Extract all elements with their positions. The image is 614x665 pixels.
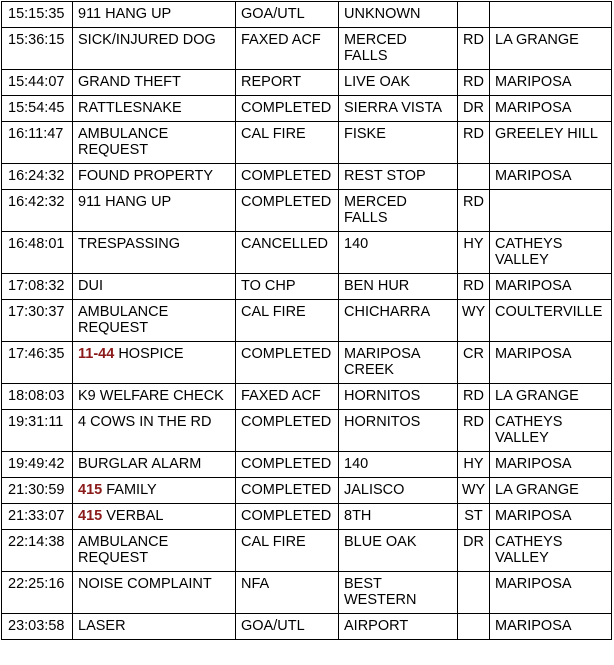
table-row — [2, 232, 612, 274]
time-cell: 21:30:59 — [2, 478, 73, 504]
location-cell: HORNITOS — [339, 384, 458, 410]
time-cell: 16:11:47 — [2, 122, 73, 164]
table-row — [2, 410, 612, 452]
street-suffix-cell: ST — [458, 504, 490, 530]
call-type-cell — [73, 530, 236, 572]
call-type-text: NOISE COMPLAINT — [78, 576, 212, 592]
time-cell: 17:30:37 — [2, 300, 73, 342]
call-log-body — [2, 2, 612, 640]
time-cell: 19:49:42 — [2, 452, 73, 478]
disposition-cell: TO CHP — [236, 274, 339, 300]
disposition-cell: COMPLETED — [236, 410, 339, 452]
time-cell: 22:14:38 — [2, 530, 73, 572]
location-cell: BLUE OAK — [339, 530, 458, 572]
city-cell: CATHEYS VALLEY — [490, 410, 612, 452]
incident-code: 415 — [78, 482, 103, 498]
city-cell: MARIPOSA — [490, 504, 612, 530]
time-cell: 15:44:07 — [2, 70, 73, 96]
disposition-cell: CAL FIRE — [236, 530, 339, 572]
location-cell: FISKE — [339, 122, 458, 164]
call-type-text: 911 HANG UP — [78, 194, 172, 210]
call-type-cell — [73, 452, 236, 478]
street-suffix-cell: CR — [458, 342, 490, 384]
call-type-cell — [73, 572, 236, 614]
location-cell: LIVE OAK — [339, 70, 458, 96]
call-type-text: SICK/INJURED DOG — [78, 32, 216, 48]
call-type-cell — [73, 342, 236, 384]
street-suffix-cell — [458, 164, 490, 190]
call-type-cell — [73, 190, 236, 232]
table-row — [2, 2, 612, 28]
table-row — [2, 504, 612, 530]
location-cell: BEN HUR — [339, 274, 458, 300]
time-cell: 15:15:35 — [2, 2, 73, 28]
table-row — [2, 274, 612, 300]
table-row — [2, 70, 612, 96]
call-type-text: TRESPASSING — [78, 236, 181, 252]
time-cell: 18:08:03 — [2, 384, 73, 410]
call-type-text: LASER — [78, 618, 126, 634]
disposition-cell: FAXED ACF — [236, 28, 339, 70]
city-cell: CATHEYS VALLEY — [490, 530, 612, 572]
time-cell: 23:03:58 — [2, 614, 73, 640]
call-type-cell — [73, 300, 236, 342]
disposition-cell: GOA/UTL — [236, 614, 339, 640]
disposition-cell: COMPLETED — [236, 478, 339, 504]
location-cell: CHICHARRA — [339, 300, 458, 342]
street-suffix-cell: RD — [458, 190, 490, 232]
call-type-text: AMBULANCE REQUEST — [78, 534, 173, 566]
street-suffix-cell: RD — [458, 122, 490, 164]
disposition-cell: COMPLETED — [236, 96, 339, 122]
table-row — [2, 478, 612, 504]
call-type-text: 911 HANG UP — [78, 6, 172, 22]
call-type-cell — [73, 70, 236, 96]
time-cell: 16:42:32 — [2, 190, 73, 232]
location-cell: HORNITOS — [339, 410, 458, 452]
call-type-cell — [73, 2, 236, 28]
city-cell: COULTERVILLE — [490, 300, 612, 342]
call-type-text: FAMILY — [102, 482, 157, 498]
city-cell — [490, 2, 612, 28]
call-type-text: AMBULANCE REQUEST — [78, 304, 173, 336]
call-type-cell — [73, 122, 236, 164]
disposition-cell: CAL FIRE — [236, 122, 339, 164]
table-row — [2, 164, 612, 190]
street-suffix-cell — [458, 614, 490, 640]
call-type-cell — [73, 232, 236, 274]
street-suffix-cell: DR — [458, 530, 490, 572]
call-type-cell — [73, 614, 236, 640]
time-cell: 15:36:15 — [2, 28, 73, 70]
call-type-cell — [73, 478, 236, 504]
call-type-text: FOUND PROPERTY — [78, 168, 214, 184]
time-cell: 17:46:35 — [2, 342, 73, 384]
table-row — [2, 190, 612, 232]
street-suffix-cell: WY — [458, 300, 490, 342]
disposition-cell: FAXED ACF — [236, 384, 339, 410]
city-cell: LA GRANGE — [490, 384, 612, 410]
disposition-cell: COMPLETED — [236, 342, 339, 384]
call-type-cell — [73, 274, 236, 300]
city-cell: LA GRANGE — [490, 28, 612, 70]
call-type-cell — [73, 96, 236, 122]
street-suffix-cell: HY — [458, 452, 490, 478]
location-cell: JALISCO — [339, 478, 458, 504]
disposition-cell: COMPLETED — [236, 190, 339, 232]
table-row — [2, 452, 612, 478]
table-row — [2, 614, 612, 640]
time-cell: 22:25:16 — [2, 572, 73, 614]
table-row — [2, 384, 612, 410]
disposition-cell: GOA/UTL — [236, 2, 339, 28]
call-type-text: BURGLAR ALARM — [78, 456, 202, 472]
table-row — [2, 28, 612, 70]
time-cell: 21:33:07 — [2, 504, 73, 530]
call-log-table — [1, 1, 612, 640]
call-type-cell — [73, 410, 236, 452]
table-row — [2, 342, 612, 384]
table-row — [2, 96, 612, 122]
location-cell: SIERRA VISTA — [339, 96, 458, 122]
street-suffix-cell: RD — [458, 274, 490, 300]
call-type-text: RATTLESNAKE — [78, 100, 182, 116]
city-cell: MARIPOSA — [490, 452, 612, 478]
location-cell: BEST WESTERN — [339, 572, 458, 614]
city-cell: MARIPOSA — [490, 614, 612, 640]
table-row — [2, 122, 612, 164]
location-cell: UNKNOWN — [339, 2, 458, 28]
time-cell: 17:08:32 — [2, 274, 73, 300]
street-suffix-cell — [458, 572, 490, 614]
street-suffix-cell: HY — [458, 232, 490, 274]
call-type-text: VERBAL — [102, 508, 164, 524]
disposition-cell: COMPLETED — [236, 452, 339, 478]
call-type-text: GRAND THEFT — [78, 74, 181, 90]
location-cell: 140 — [339, 232, 458, 274]
city-cell: MARIPOSA — [490, 96, 612, 122]
city-cell: MARIPOSA — [490, 274, 612, 300]
table-row — [2, 572, 612, 614]
disposition-cell: NFA — [236, 572, 339, 614]
call-type-cell — [73, 28, 236, 70]
time-cell: 19:31:11 — [2, 410, 73, 452]
time-cell: 16:24:32 — [2, 164, 73, 190]
location-cell: 140 — [339, 452, 458, 478]
location-cell: MARIPOSA CREEK — [339, 342, 458, 384]
street-suffix-cell: RD — [458, 410, 490, 452]
time-cell: 15:54:45 — [2, 96, 73, 122]
disposition-cell: COMPLETED — [236, 504, 339, 530]
street-suffix-cell: RD — [458, 70, 490, 96]
location-cell: MERCED FALLS — [339, 28, 458, 70]
city-cell: MARIPOSA — [490, 164, 612, 190]
disposition-cell: CAL FIRE — [236, 300, 339, 342]
street-suffix-cell: DR — [458, 96, 490, 122]
call-type-text: K9 WELFARE CHECK — [78, 388, 224, 404]
street-suffix-cell: RD — [458, 384, 490, 410]
incident-code: 415 — [78, 508, 103, 524]
city-cell: MARIPOSA — [490, 342, 612, 384]
location-cell: MERCED FALLS — [339, 190, 458, 232]
city-cell: MARIPOSA — [490, 572, 612, 614]
incident-code: 11-44 — [78, 346, 115, 362]
location-cell: REST STOP — [339, 164, 458, 190]
call-type-cell — [73, 164, 236, 190]
call-type-cell — [73, 384, 236, 410]
disposition-cell: REPORT — [236, 70, 339, 96]
location-cell: AIRPORT — [339, 614, 458, 640]
city-cell — [490, 190, 612, 232]
disposition-cell: CANCELLED — [236, 232, 339, 274]
time-cell: 16:48:01 — [2, 232, 73, 274]
city-cell: GREELEY HILL — [490, 122, 612, 164]
city-cell: LA GRANGE — [490, 478, 612, 504]
call-type-cell — [73, 504, 236, 530]
city-cell: MARIPOSA — [490, 70, 612, 96]
disposition-cell: COMPLETED — [236, 164, 339, 190]
location-cell: 8TH — [339, 504, 458, 530]
table-row — [2, 530, 612, 572]
city-cell: CATHEYS VALLEY — [490, 232, 612, 274]
street-suffix-cell — [458, 2, 490, 28]
street-suffix-cell: WY — [458, 478, 490, 504]
table-row — [2, 300, 612, 342]
call-type-text: HOSPICE — [114, 346, 184, 362]
call-type-text: AMBULANCE REQUEST — [78, 126, 173, 158]
call-type-text: DUI — [78, 278, 103, 294]
call-type-text: 4 COWS IN THE RD — [78, 414, 212, 430]
street-suffix-cell: RD — [458, 28, 490, 70]
